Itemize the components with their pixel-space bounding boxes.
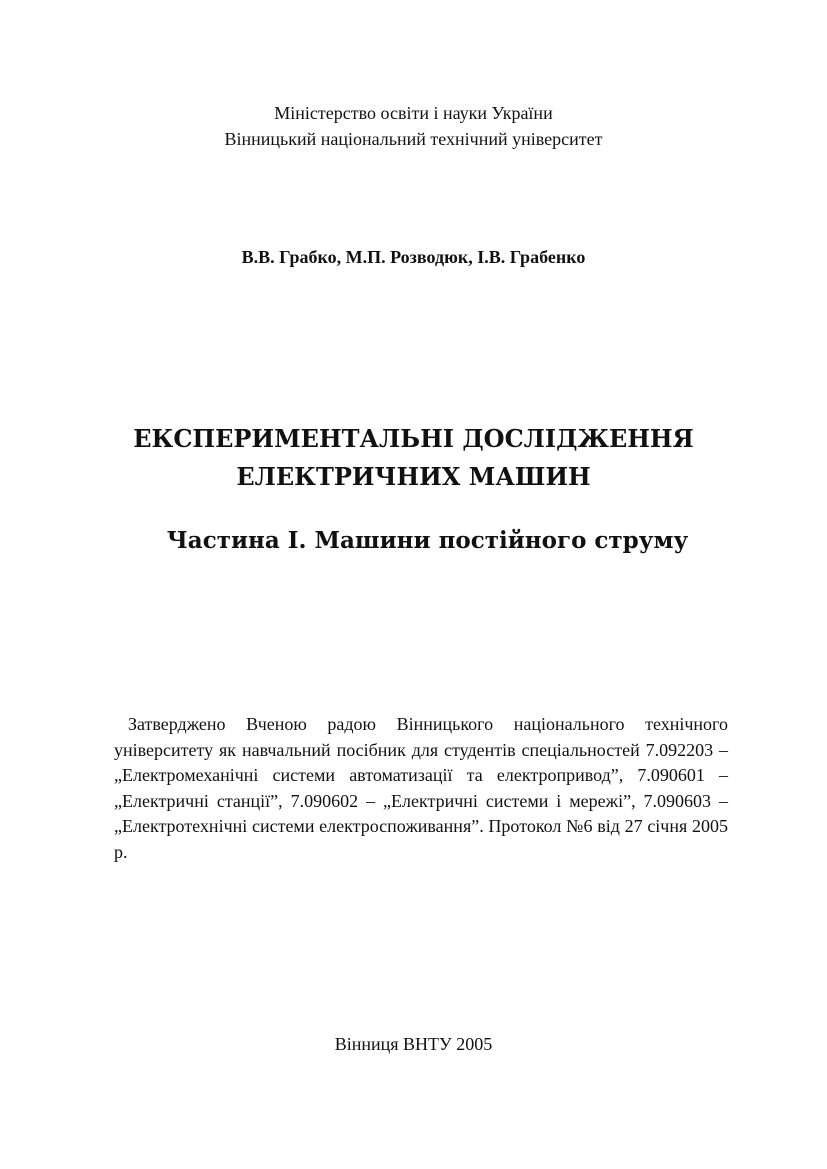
authors-line: В.В. Грабко, М.П. Розводюк, І.В. Грабенко — [241, 247, 586, 267]
institution-header — [0, 100, 827, 152]
title-line-1: ЕКСПЕРИМЕНТАЛЬНІ ДОСЛІДЖЕННЯ — [133, 424, 694, 453]
title-line-2: ЕЛЕКТРИЧНИХ МАШИН — [236, 462, 591, 491]
university-name: Вінницький національний технічний університет — [224, 129, 603, 149]
ministry-name: Міністерство освіти і науки України — [274, 103, 553, 123]
document-subtitle: Частина І. Машини постійного струму — [166, 527, 689, 554]
approval-paragraph: Затверджено Вченою радою Вінницького національного технічного університету як навчальний посібник для студентів спеціальностей 7.092203 – „Електромеханічні системи автоматизації та електропривод”, 7.090601 – „Електричні станції”, 7.090602 – „Електричні системи і мережі”, 7.090603 – „Електротехнічні системи електроспоживання”. Протокол №6 від 27 січня 2005 р. — [114, 714, 728, 862]
document-title — [0, 420, 827, 496]
publication-footer: Вінниця ВНТУ 2005 — [334, 1034, 493, 1054]
